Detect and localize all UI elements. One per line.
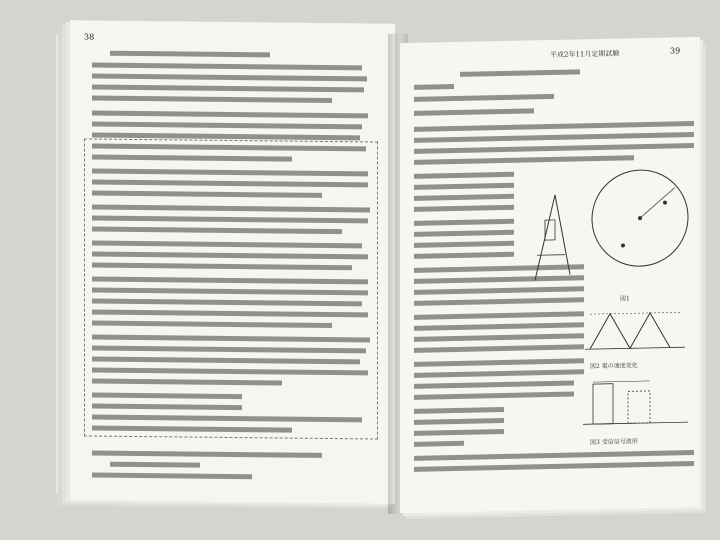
problem-box-border — [84, 138, 378, 439]
right-page-text-block — [400, 37, 700, 43]
figure-2-triangle-wave — [580, 302, 690, 359]
figure-2-caption: 図2 電の速度変化 — [590, 362, 638, 371]
right-page-number: 39 — [670, 46, 681, 56]
figure-3-caption: 図3 受信信号波形 — [590, 438, 638, 447]
left-page — [70, 20, 395, 503]
figure-3-signal-waveform — [578, 372, 693, 434]
running-head: 平成2年11月定期試験 — [550, 49, 620, 59]
figure-1-diagram — [515, 162, 690, 296]
figure-1-caption: 図1 — [620, 295, 630, 303]
left-page-number: 38 — [84, 32, 95, 42]
right-page — [400, 37, 700, 513]
left-page-text-block — [70, 20, 395, 23]
